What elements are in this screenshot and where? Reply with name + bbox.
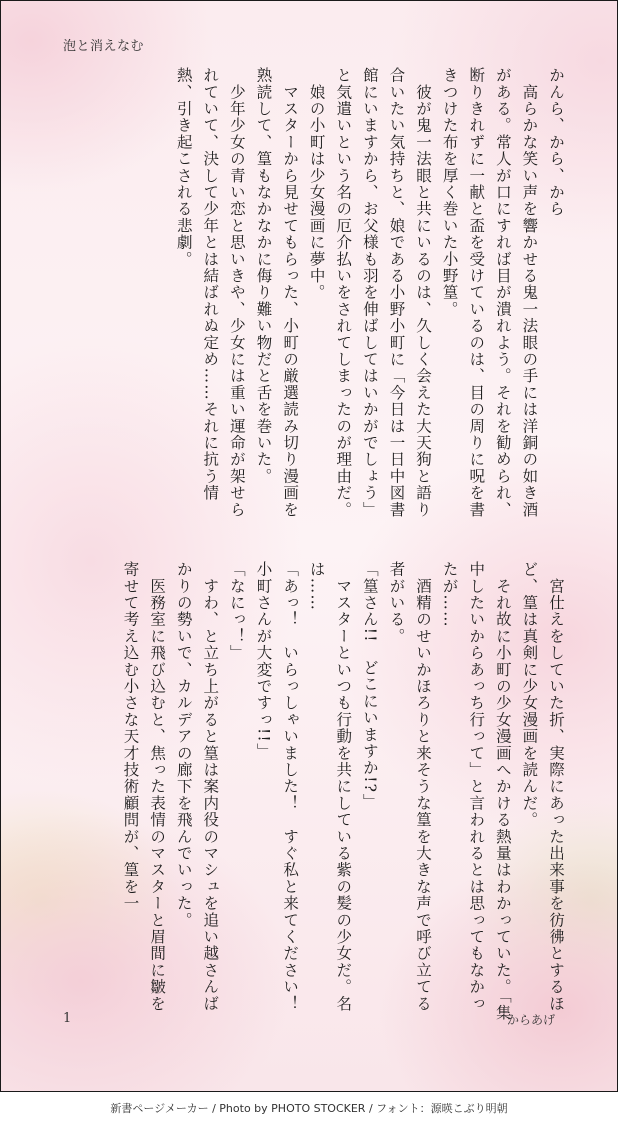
book-title: 泡と消えなむ — [63, 39, 145, 54]
text-line: 高らかな笑い声を響かせる鬼一法眼の手には洋銅の如き酒がある。常人が口にすれば目が潰れよう。それを勧められ、断りきれずに一献と盃を受けているのは、目の周りに呪を書きつけた布を厚く巻いた小野篁。 — [440, 67, 539, 518]
text-line: 「あっ！ いらっしゃいました！ すぐ私と来てください！ 小町さんが大変ですっ!!」 — [254, 561, 300, 1029]
text-line: マスターといつも行動を共にしている紫の髪の少女だ。名は…… — [307, 561, 353, 1012]
text-line: 酒精のせいかほろりと来そうな篁を大きな声で呼び立てる者がいる。 — [387, 561, 433, 1012]
text-line: 少年少女の青い恋と思いきや、少女には重い運命が架せられていて、決して少年とは結ばれぬ定め……それに抗う情熱、引き起こされる悲劇。 — [174, 67, 246, 518]
text-line: それ故に小町の少女漫画へかける熱量はわかっていた。「集中したいからあっち行って」と言われるとは思ってもなかったが…… — [440, 561, 512, 1021]
footer-credit: 新書ページメーカー / Photo by PHOTO STOCKER / フォント：源暎こぶり明朝 — [110, 1102, 508, 1115]
text-line: かんら、から、から — [547, 67, 565, 218]
text-line: マスターから見せてもらった、小町の厳選読み切り漫画を熟読して、篁もなかなかに侮り難い物だと舌を巻いた。 — [254, 67, 300, 518]
upper-text-block — [170, 67, 569, 527]
text-line: 彼が鬼一法眼と共にいるのは、久しく会えた大天狗と語り合いたい気持ちと、娘である小野小町に「今日は一日中図書館にいますから、お父様も羽を伸ばしてはいかがでしょう」と気遣いという名の厄介払いをされてしまったのが理由だ。 — [334, 67, 433, 518]
text-line: 「篁さん!! どこにいますか!?」 — [360, 561, 379, 810]
text-line: 娘の小町は少女漫画に夢中。 — [307, 67, 326, 301]
text-line: 「なにっ！」 — [227, 561, 246, 662]
author-name: からあげ — [506, 1013, 555, 1027]
text-line: 医務室に飛び込むと、焦った表情のマスターと眉間に皺を寄せて考え込む小さな天才技術顧問が、篁を一 — [121, 561, 167, 1012]
text-line: 宮仕えをしていた折、実際にあった出来事を彷彿とするほど、篁は真剣に少女漫画を読んだ。 — [520, 561, 565, 1012]
lower-text-block — [117, 561, 569, 1029]
text-line: すわ、と立ち上がると篁は案内役のマシュを追い越さんばかりの勢いで、カルデアの廊下を飛んでいった。 — [174, 561, 220, 1012]
page-number: 1 — [63, 1011, 72, 1026]
